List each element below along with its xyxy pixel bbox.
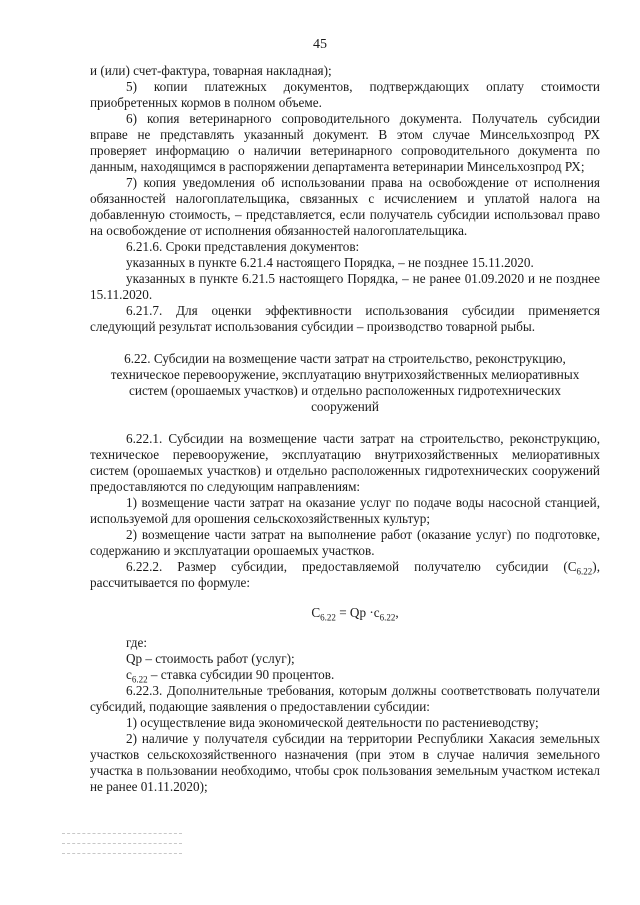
- paragraph: 6.21.6. Сроки представления документов:: [126, 239, 360, 254]
- paragraph: 6.22.1. Субсидии на возмещение части затрат на строительство, реконструкцию, техническое перевооружение, эксплуатацию внутрихозяйственных мелиоративных систем (орошаемых участков) и отдельно расположенных гидротехнических сооружений предоставляются по следующим направлениям:: [90, 431, 600, 494]
- paragraph: 5) копии платежных документов, подтверждающих оплату стоимости приобретенных кормов в полном объеме.: [90, 79, 600, 110]
- paragraph: 1) осуществление вида экономической деятельности по растениеводству;: [126, 715, 539, 730]
- paragraph: и (или) счет-фактура, товарная накладная);: [90, 63, 332, 78]
- paragraph: Qр – стоимость работ (услуг);: [126, 651, 295, 666]
- document-body: [90, 63, 600, 795]
- paragraph: 2) возмещение части затрат на выполнение работ (оказание услуг) по подготовке, содержанию и эксплуатации орошаемых участков.: [90, 527, 600, 558]
- page-number: 45: [313, 37, 327, 52]
- paragraph: $с_{6.22}$ – ставка субсидии 90 процентов.: [126, 667, 335, 685]
- paragraph: 6.22.2. Размер субсидии, предоставляемой получателю субсидии $(С_{6.22})$, рассчитывается по формуле:: [90, 559, 600, 590]
- faint-stamp-mark: [62, 833, 182, 873]
- paragraph: 1) возмещение части затрат на оказание услуг по подаче воды насосной станцией, используемой для орошения сельскохозяйственных культур;: [90, 495, 600, 526]
- paragraph: указанных в пункте 6.21.4 настоящего Порядка, – не позднее 15.11.2020.: [126, 255, 534, 270]
- paragraph: 6) копия ветеринарного сопроводительного документа. Получатель субсидии вправе не представлять указанный документ. В этом случае Минсельхозпрод РХ проверяет информацию о наличии ветеринарного сопроводительного документа по данным, находящимся в распоряжении департамента ветеринарии Минсельхозпрод РХ;: [90, 111, 600, 174]
- paragraph: 7) копия уведомления об использовании права на освобождение от исполнения обязанностей налогоплательщика, связанных с исчислением и уплатой налога на добавленную стоимость, – представляется, если получатель субсидии использовал право на освобождение от исполнения обязанностей налогоплательщика.: [90, 175, 600, 238]
- paragraph: 6.21.7. Для оценки эффективности использования субсидии применяется следующий результат использования субсидии – производство товарной рыбы.: [90, 303, 600, 334]
- paragraph: указанных в пункте 6.21.5 настоящего Порядка, – не ранее 01.09.2020 и не позднее 15.11.2020.: [90, 271, 600, 302]
- paragraph: где:: [126, 635, 147, 650]
- formula: $С_{6.22}$ = Qр $\cdot с_{6.22}$,: [311, 605, 399, 623]
- section-heading: 6.22. Субсидии на возмещение части затрат на строительство, реконструкцию, техническое перевооружение, эксплуатацию внутрихозяйственных мелиоративных систем (орошаемых участков) и отдельно расположенных гидротехнических сооружений: [110, 351, 580, 414]
- paragraph: 6.22.3. Дополнительные требования, которым должны соответствовать получатели субсидий, подающие заявления о предоставлении субсидии:: [90, 683, 600, 714]
- paragraph: 2) наличие у получателя субсидии на территории Республики Хакасия земельных участков сельскохозяйственного назначения (при этом в случае наличия земельного участка в пользовании необходимо, чтобы срок пользования земельным участком истекал не ранее 01.11.2020);: [90, 731, 600, 794]
